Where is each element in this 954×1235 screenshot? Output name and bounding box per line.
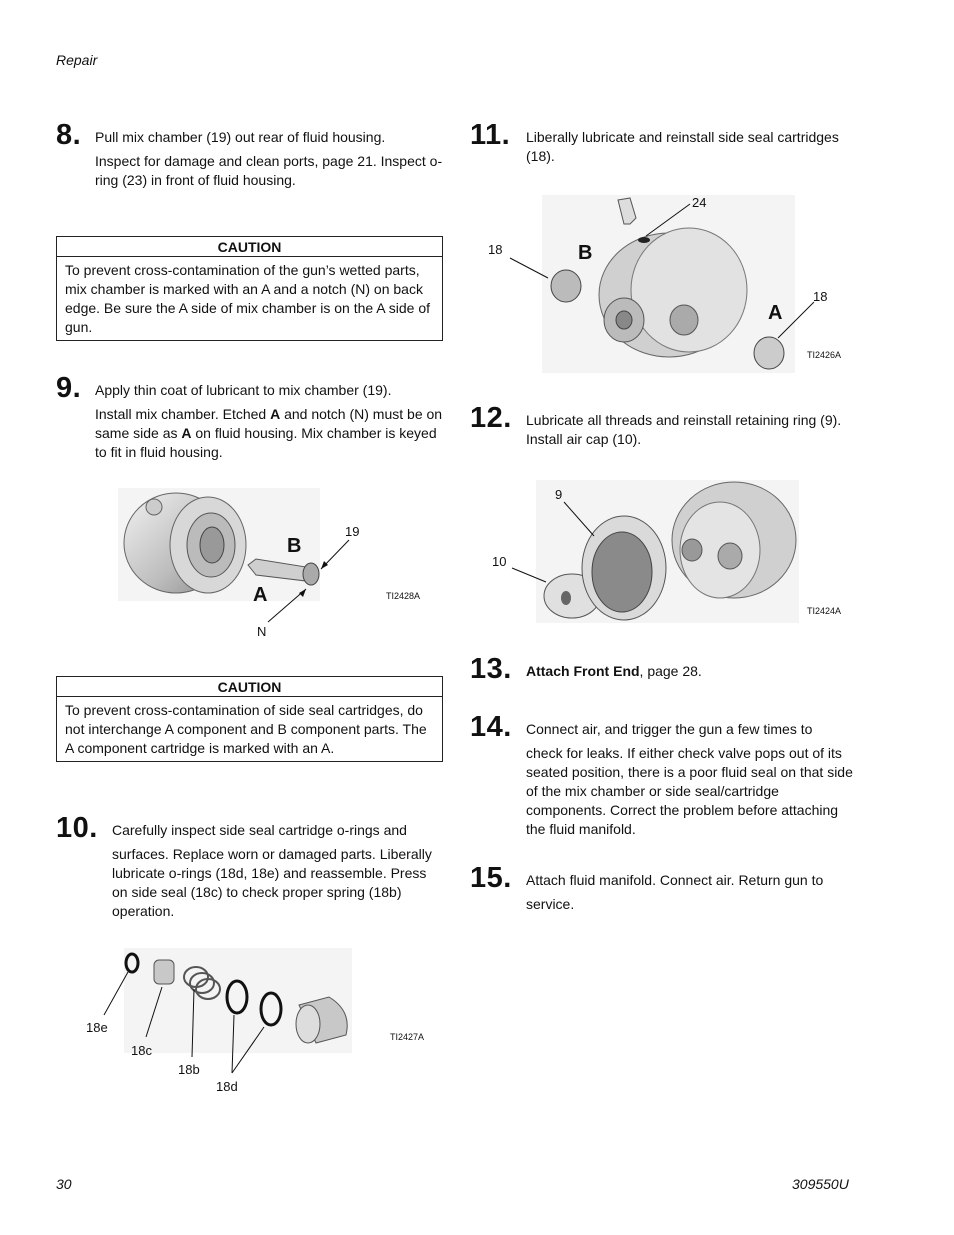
- mix-chamber-end-shape: [303, 563, 319, 585]
- caution-box-side-seal: [56, 676, 443, 762]
- step-15-number: 15.: [470, 862, 512, 894]
- gun-nozzle-shape: [682, 539, 702, 561]
- step-14-number: 14.: [470, 711, 512, 743]
- figure-mix-chamber-install: [116, 485, 446, 645]
- callout-18d: 18d: [216, 1079, 238, 1094]
- step-11-line-1: Liberally lubricate and reinstall side seal cartridges (18).: [526, 129, 839, 164]
- callout-10: 10: [492, 554, 507, 569]
- step-13-number: 13.: [470, 653, 512, 685]
- callout-n: N: [257, 624, 267, 639]
- step-9-number: 9.: [56, 372, 82, 404]
- step-12-text: [526, 411, 856, 449]
- step-11-text: [526, 128, 846, 166]
- figure-retaining-ring-install: [484, 478, 844, 628]
- callout-9: 9: [555, 487, 563, 502]
- caution-body: To prevent cross-contamination of side seal cartridges, do not interchange A component and B component parts. The A component cartridge is marked with an A.: [65, 702, 427, 756]
- callout-18b: 18b: [178, 1062, 200, 1077]
- step-10-number: 10.: [56, 812, 98, 844]
- figure-id: TI2428A: [386, 591, 421, 601]
- caution-title: CAUTION: [57, 677, 442, 697]
- cartridge-b-shape: [551, 270, 581, 302]
- housing-boss-shape: [146, 499, 162, 515]
- caution-title: CAUTION: [57, 237, 442, 257]
- cartridge-end-shape: [296, 1005, 320, 1043]
- step-15-line-1: Attach fluid manifold. Connect air. Return gun to: [526, 872, 824, 888]
- step-9-text: [95, 381, 443, 462]
- step-10-line-1: Carefully inspect side seal cartridge o-rings and: [112, 822, 407, 838]
- step-8-line-1: Pull mix chamber (19) out rear of fluid housing.: [95, 129, 386, 145]
- caution-box-mix-chamber: [56, 236, 443, 341]
- figure-side-seal-parts: [84, 945, 434, 1095]
- callout-18c: 18c: [131, 1043, 152, 1058]
- caution-body: To prevent cross-contamination of the gun’s wetted parts, mix chamber is marked with an A and a notch (N) on back edge. Be sure the A side of mix chamber is on the A side of gun.: [65, 262, 430, 335]
- air-cap-hole-shape: [561, 591, 571, 605]
- step-8-number: 8.: [56, 119, 82, 151]
- figure-id: TI2424A: [807, 606, 842, 616]
- retaining-ring-bore-shape: [592, 532, 652, 612]
- callout-18-right: 18: [813, 289, 828, 304]
- figure-label-b: B: [287, 535, 302, 557]
- step-15-text: [526, 871, 856, 914]
- step-12-number: 12.: [470, 402, 512, 434]
- step-10-text: [112, 821, 444, 921]
- running-header: Repair: [56, 52, 98, 68]
- callout-24: 24: [692, 195, 707, 210]
- step-13-line-1: Attach Front End, page 28.: [526, 663, 702, 679]
- figure-label-b: B: [578, 242, 593, 264]
- figure-label-a: A: [768, 302, 783, 324]
- step-14-text: [526, 720, 856, 839]
- step-15-line-2: service.: [526, 896, 575, 912]
- callout-19: 19: [345, 524, 360, 539]
- step-11-number: 11.: [470, 119, 511, 151]
- step-8-text: [95, 128, 445, 190]
- step-14-line-1: Connect air, and trigger the gun a few times to: [526, 721, 813, 737]
- gun-port-shape: [718, 543, 742, 569]
- nozzle-tip-shape: [616, 311, 632, 329]
- step-10-line-2: surfaces. Replace worn or damaged parts. Liberally lubricate o-rings (18d, 18e) and reassemble. Press on side seal (18c) to check proper spring (18b) operation.: [112, 846, 432, 919]
- step-14-line-2: check for leaks. If either check valve pops out of its seated position, there is a poor fluid seal on that side of the mix chamber or side seal/cartridge components. Correct the problem before attaching the fluid manifold.: [526, 745, 853, 837]
- step-13-link: Attach Front End: [526, 663, 640, 679]
- oring-24-shape: [638, 237, 650, 243]
- figure-label-a: A: [253, 584, 268, 606]
- step-9-line-2: Install mix chamber. Etched A and notch (N) must be on same side as A on fluid housing. Mix chamber is keyed to fit in fluid housing.: [95, 406, 443, 460]
- figure-side-seal-install: [484, 190, 844, 380]
- side-seal-18c-shape: [154, 960, 174, 984]
- step-9-line-1: Apply thin coat of lubricant to mix chamber (19).: [95, 382, 392, 398]
- step-13-text: [526, 662, 856, 681]
- document-number: 309550U: [792, 1176, 849, 1192]
- step-12-line-1: Lubricate all threads and reinstall retaining ring (9). Install air cap (10).: [526, 412, 842, 447]
- page-number: 30: [56, 1176, 72, 1192]
- figure-id: TI2426A: [807, 350, 842, 360]
- port-shape: [670, 305, 698, 335]
- housing-inner-shape: [200, 527, 224, 563]
- step-8-line-2: Inspect for damage and clean ports, page 21. Inspect o-ring (23) in front of fluid housing.: [95, 153, 443, 188]
- figure-id: TI2427A: [390, 1032, 425, 1042]
- callout-18e: 18e: [86, 1020, 108, 1035]
- callout-18-left: 18: [488, 242, 503, 257]
- cartridge-a-shape: [754, 337, 784, 369]
